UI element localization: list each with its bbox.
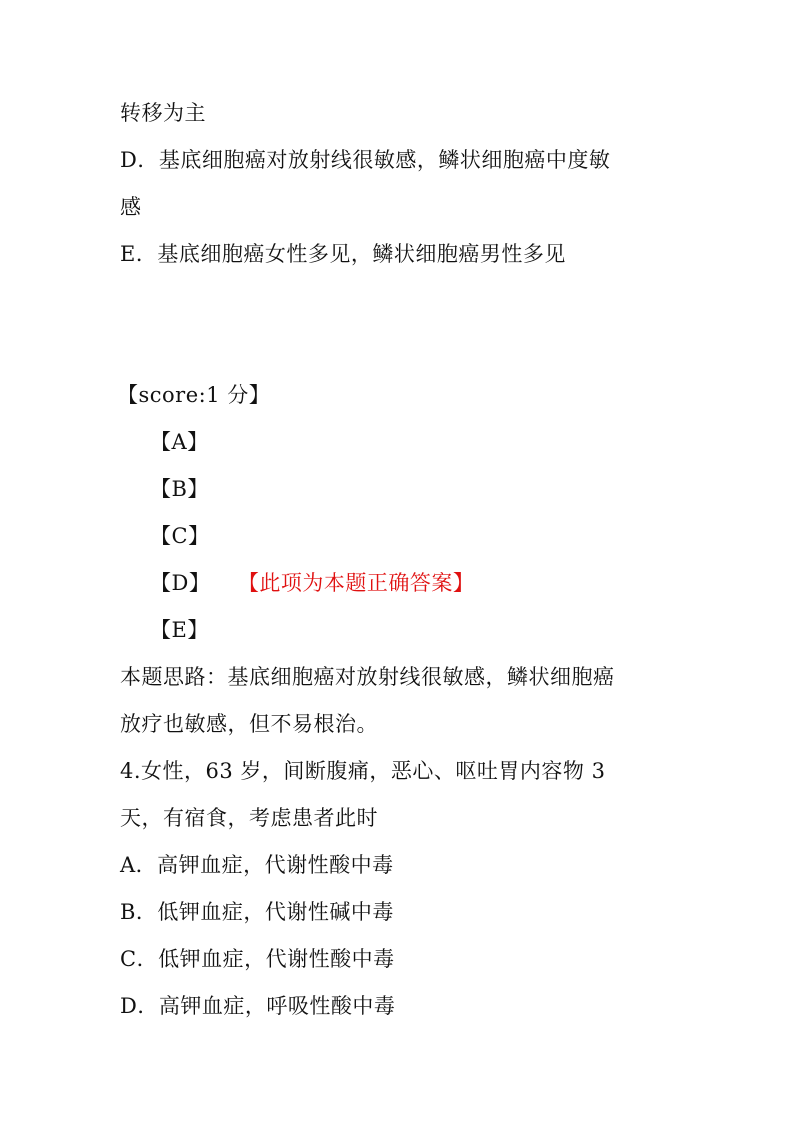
option-e-text: E．基底细胞癌女性多见，鳞状细胞癌男性多见 (120, 242, 566, 266)
explanation-line-1: 本题思路：基底细胞癌对放射线很敏感，鳞状细胞癌 (120, 665, 615, 689)
question-4-stem-line-1: 4.女性，63 岁，间断腹痛，恶心、呕吐胃内容物 3 (120, 759, 606, 783)
question-4-option-d: D．高钾血症，呼吸性酸中毒 (120, 994, 396, 1018)
option-d-line-1: D．基底细胞癌对放射线很敏感，鳞状细胞癌中度敏 (120, 148, 611, 172)
answer-d-row (150, 568, 474, 598)
option-d-line-2: 感 (120, 195, 142, 219)
score-label: 【score:1 分】 (117, 383, 271, 407)
answer-d: 【D】 (150, 571, 211, 595)
question-4-option-a: A．高钾血症，代谢性酸中毒 (120, 853, 394, 877)
answer-e: 【E】 (150, 618, 209, 642)
answer-a: 【A】 (150, 430, 209, 454)
answer-b: 【B】 (150, 477, 209, 501)
correct-answer-note: 【此项为本题正确答案】 (248, 571, 475, 595)
explanation-line-2: 放疗也敏感，但不易根治。 (120, 712, 378, 736)
question-tail-text: 转移为主 (120, 101, 206, 125)
question-4-option-b: B．低钾血症，代谢性碱中毒 (120, 900, 394, 924)
answer-c: 【C】 (150, 524, 210, 548)
question-4-stem-line-2: 天，有宿食，考虑患者此时 (120, 806, 378, 830)
question-4-option-c: C．低钾血症，代谢性酸中毒 (120, 947, 395, 971)
